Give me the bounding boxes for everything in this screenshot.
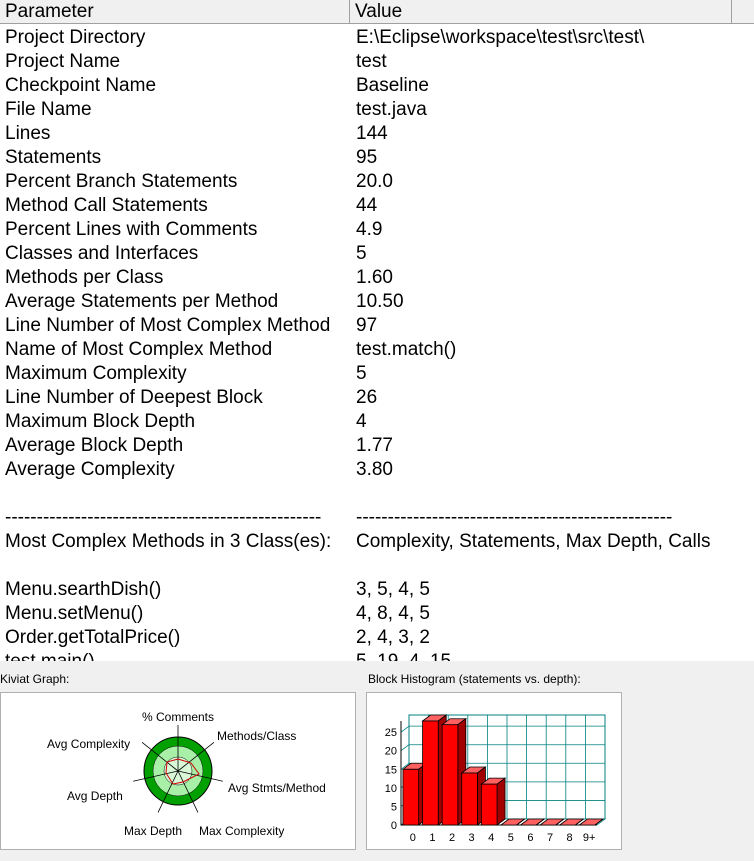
value-cell: test.java bbox=[356, 99, 427, 120]
value-cell: test bbox=[356, 51, 387, 72]
histogram-x-tick-label: 8 bbox=[566, 832, 573, 844]
value-cell: 2, 4, 3, 2 bbox=[356, 627, 430, 648]
bottom-strip bbox=[0, 851, 754, 861]
table-row[interactable] bbox=[0, 266, 754, 290]
table-row[interactable] bbox=[0, 410, 754, 434]
graphs-panel bbox=[0, 661, 754, 861]
kiviat-svg bbox=[1, 693, 355, 849]
parameter-cell: Classes and Interfaces bbox=[5, 243, 199, 264]
table-row[interactable] bbox=[0, 482, 754, 506]
histogram-x-tick-label: 1 bbox=[429, 832, 436, 844]
kiviat-label: Kiviat Graph: bbox=[0, 672, 70, 686]
histogram-y-tick-label: 10 bbox=[384, 782, 397, 795]
table-row[interactable] bbox=[0, 434, 754, 458]
parameter-cell: Percent Lines with Comments bbox=[5, 219, 258, 240]
value-cell: 44 bbox=[356, 195, 378, 216]
value-cell: 26 bbox=[356, 387, 378, 408]
histogram-x-tick-label: 6 bbox=[527, 832, 534, 844]
kiviat-axis-label-avg-complexity: Avg Complexity bbox=[47, 737, 131, 751]
value-cell: 144 bbox=[356, 123, 388, 144]
histogram-grid-line bbox=[401, 745, 409, 751]
kiviat-axis-label-max-depth: Max Depth bbox=[124, 824, 183, 838]
value-cell: test.match() bbox=[356, 339, 457, 360]
kiviat-axis-label-max-complexity: Max Complexity bbox=[199, 824, 285, 838]
parameter-cell: Percent Branch Statements bbox=[5, 171, 238, 192]
kiviat-axis-label-avg-depth: Avg Depth bbox=[67, 789, 123, 803]
parameter-cell: Average Statements per Method bbox=[5, 291, 279, 312]
parameter-cell: Checkpoint Name bbox=[5, 75, 157, 96]
histogram-x-tick-label: 4 bbox=[488, 832, 495, 844]
value-cell: 4 bbox=[356, 411, 367, 432]
table-row[interactable] bbox=[0, 626, 754, 650]
parameter-cell: File Name bbox=[5, 99, 92, 120]
table-row[interactable] bbox=[0, 458, 754, 482]
parameter-cell: Order.getTotalPrice() bbox=[5, 627, 181, 648]
table-row[interactable] bbox=[0, 386, 754, 410]
parameter-cell: Average Block Depth bbox=[5, 435, 184, 456]
parameter-cell: Menu.searthDish() bbox=[5, 579, 162, 600]
histogram-bar bbox=[462, 773, 478, 825]
parameter-cell: Name of Most Complex Method bbox=[5, 339, 273, 360]
value-cell: 95 bbox=[356, 147, 378, 168]
histogram-label: Block Histogram (statements vs. depth): bbox=[368, 672, 581, 686]
table-row[interactable] bbox=[0, 50, 754, 74]
parameter-cell: Line Number of Most Complex Method bbox=[5, 315, 331, 336]
table-row[interactable] bbox=[0, 26, 754, 50]
histogram-y-tick-label: 15 bbox=[384, 764, 397, 777]
value-cell: Complexity, Statements, Max Depth, Calls bbox=[356, 531, 711, 552]
value-cell: 20.0 bbox=[356, 171, 393, 192]
table-row[interactable] bbox=[0, 338, 754, 362]
value-cell: 3, 5, 4, 5 bbox=[356, 579, 430, 600]
histogram-bar bbox=[423, 721, 439, 825]
histogram-x-tick-label: 5 bbox=[507, 832, 514, 844]
table-row[interactable] bbox=[0, 506, 754, 530]
parameter-cell: Average Complexity bbox=[5, 459, 175, 480]
table-row[interactable] bbox=[0, 602, 754, 626]
histogram-x-tick-label: 7 bbox=[546, 832, 554, 844]
histogram-x-tick-label: 9+ bbox=[582, 832, 596, 844]
value-cell: 5 bbox=[356, 363, 367, 384]
parameter-cell: Project Name bbox=[5, 51, 121, 72]
value-cell: -------------------------------------------------- bbox=[356, 507, 673, 528]
value-cell: 1.60 bbox=[356, 267, 393, 288]
column-header-value[interactable]: Value bbox=[350, 0, 732, 23]
table-row[interactable] bbox=[0, 290, 754, 314]
table-row[interactable] bbox=[0, 554, 754, 578]
value-cell: 5 bbox=[356, 243, 367, 264]
table-row[interactable] bbox=[0, 314, 754, 338]
parameter-cell: Lines bbox=[5, 123, 51, 144]
table-row[interactable] bbox=[0, 530, 754, 554]
parameter-cell: Methods per Class bbox=[5, 267, 164, 288]
value-cell: 10.50 bbox=[356, 291, 404, 312]
column-header bbox=[0, 0, 754, 24]
value-cell: 3.80 bbox=[356, 459, 393, 480]
histogram-x-tick-label: 2 bbox=[448, 832, 456, 844]
parameter-cell: Statements bbox=[5, 147, 102, 168]
parameter-cell: Most Complex Methods in 3 Class(es): bbox=[5, 531, 332, 552]
parameter-cell: Line Number of Deepest Block bbox=[5, 387, 263, 408]
parameter-cell: Method Call Statements bbox=[5, 195, 208, 216]
value-cell: 97 bbox=[356, 315, 378, 336]
histogram-y-tick-label: 20 bbox=[384, 745, 397, 758]
histogram-y-tick-label: 5 bbox=[390, 801, 397, 814]
metrics-list[interactable] bbox=[0, 24, 754, 661]
histogram-svg bbox=[367, 693, 621, 849]
table-row[interactable] bbox=[0, 242, 754, 266]
value-cell: Baseline bbox=[356, 75, 429, 96]
kiviat-graph bbox=[0, 692, 356, 850]
histogram-x-tick-label: 3 bbox=[468, 832, 475, 844]
table-row[interactable] bbox=[0, 122, 754, 146]
value-cell: 4, 8, 4, 5 bbox=[356, 603, 430, 624]
parameter-cell: Maximum Block Depth bbox=[5, 411, 196, 432]
histogram-bar-side bbox=[497, 778, 505, 825]
column-header-parameter[interactable]: Parameter bbox=[0, 0, 350, 23]
block-histogram bbox=[366, 692, 622, 850]
table-row[interactable] bbox=[0, 362, 754, 386]
parameter-cell: -------------------------------------------------- bbox=[5, 507, 322, 528]
parameter-cell: Project Directory bbox=[5, 27, 146, 48]
table-row[interactable] bbox=[0, 578, 754, 602]
parameter-cell: Menu.setMenu() bbox=[5, 603, 144, 624]
table-row[interactable] bbox=[0, 146, 754, 170]
table-row[interactable] bbox=[0, 98, 754, 122]
kiviat-axis-label-avg-stmts: Avg Stmts/Method bbox=[228, 781, 326, 795]
histogram-grid-line bbox=[401, 726, 409, 732]
kiviat-axis-label-comments: % Comments bbox=[141, 710, 215, 724]
table-row[interactable] bbox=[0, 170, 754, 194]
histogram-bar bbox=[403, 769, 419, 825]
histogram-y-tick-label: 25 bbox=[384, 727, 397, 740]
table-row[interactable] bbox=[0, 74, 754, 98]
table-row[interactable] bbox=[0, 194, 754, 218]
value-cell: E:\Eclipse\workspace\test\src\test\ bbox=[356, 27, 645, 48]
histogram-bar bbox=[481, 784, 497, 825]
histogram-bar bbox=[442, 725, 458, 825]
kiviat-axis-label-methods-class: Methods/Class bbox=[217, 729, 297, 743]
value-cell: 4.9 bbox=[356, 219, 383, 240]
histogram-x-tick-label: 0 bbox=[409, 832, 416, 844]
table-row[interactable] bbox=[0, 218, 754, 242]
value-cell: 1.77 bbox=[356, 435, 393, 456]
histogram-y-tick-label: 0 bbox=[390, 820, 397, 832]
parameter-cell: Maximum Complexity bbox=[5, 363, 187, 384]
